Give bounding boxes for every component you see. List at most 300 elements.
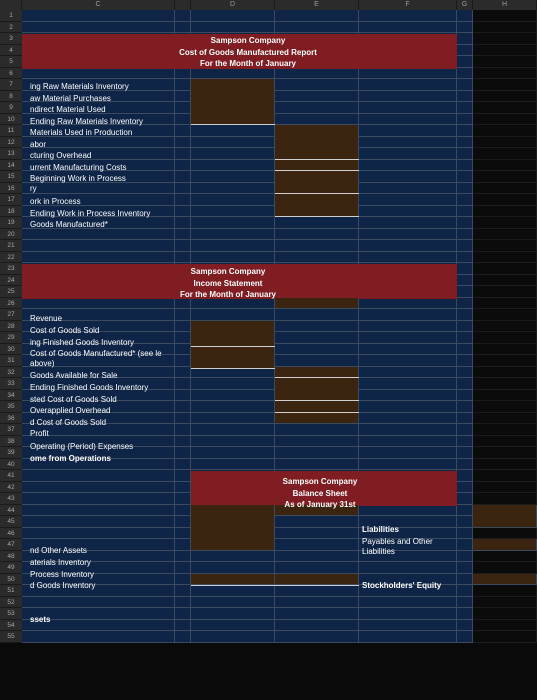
cell[interactable]	[473, 114, 537, 126]
cell[interactable]	[22, 505, 175, 517]
cell[interactable]	[457, 240, 473, 252]
cell[interactable]	[175, 114, 191, 126]
cell[interactable]	[275, 22, 359, 34]
cell[interactable]	[473, 424, 537, 436]
cell[interactable]	[457, 10, 473, 22]
row-header[interactable]: 26	[0, 298, 22, 310]
cell[interactable]	[359, 206, 457, 218]
cell[interactable]	[359, 378, 457, 390]
cell[interactable]	[359, 125, 457, 137]
cell[interactable]	[175, 79, 191, 91]
cell[interactable]	[457, 332, 473, 344]
cell[interactable]	[175, 125, 191, 137]
cell[interactable]	[473, 275, 537, 287]
row-header[interactable]: 27	[0, 309, 22, 321]
cell[interactable]	[457, 401, 473, 413]
cell[interactable]	[175, 344, 191, 356]
cell[interactable]	[457, 286, 473, 298]
cell[interactable]	[22, 631, 175, 643]
cell[interactable]	[457, 56, 473, 68]
input-cell[interactable]	[473, 505, 537, 528]
cell[interactable]	[473, 470, 537, 482]
cell[interactable]	[191, 194, 275, 206]
cell[interactable]	[359, 309, 457, 321]
row-header[interactable]: 7	[0, 79, 22, 91]
cell[interactable]	[457, 114, 473, 126]
cell[interactable]	[175, 252, 191, 264]
input-cell[interactable]	[473, 574, 537, 586]
row-header[interactable]: 25	[0, 286, 22, 298]
cell[interactable]	[359, 79, 457, 91]
cell[interactable]	[473, 22, 537, 34]
row-header[interactable]: 45	[0, 516, 22, 528]
cell[interactable]	[275, 344, 359, 356]
cell[interactable]	[275, 240, 359, 252]
cell[interactable]	[457, 378, 473, 390]
cell[interactable]	[359, 424, 457, 436]
row-header[interactable]: 43	[0, 493, 22, 505]
cell[interactable]	[275, 620, 359, 632]
cell[interactable]	[275, 528, 359, 540]
cell[interactable]	[473, 309, 537, 321]
cell[interactable]	[175, 321, 191, 333]
cell[interactable]	[473, 252, 537, 264]
cell[interactable]	[457, 413, 473, 425]
cell[interactable]	[191, 148, 275, 160]
cell[interactable]	[457, 275, 473, 287]
cell[interactable]	[359, 390, 457, 402]
row-header[interactable]: 1	[0, 10, 22, 22]
cell[interactable]	[175, 102, 191, 114]
cell[interactable]	[473, 620, 537, 632]
input-cell[interactable]	[275, 574, 359, 586]
cell[interactable]	[191, 447, 275, 459]
row-header[interactable]: 22	[0, 252, 22, 264]
cell[interactable]	[473, 45, 537, 57]
cell[interactable]	[175, 631, 191, 643]
cell[interactable]	[175, 148, 191, 160]
cell[interactable]	[191, 217, 275, 229]
cell[interactable]	[175, 309, 191, 321]
row-header[interactable]: 50	[0, 574, 22, 586]
cell[interactable]	[457, 252, 473, 264]
cell[interactable]	[473, 493, 537, 505]
cell[interactable]	[191, 22, 275, 34]
row-header[interactable]: 13	[0, 148, 22, 160]
cell[interactable]	[359, 91, 457, 103]
cell[interactable]	[359, 332, 457, 344]
cell[interactable]	[457, 148, 473, 160]
cell[interactable]	[175, 562, 191, 574]
row-header[interactable]: 14	[0, 160, 22, 172]
cell[interactable]	[175, 459, 191, 471]
cell[interactable]	[457, 344, 473, 356]
cell[interactable]	[473, 10, 537, 22]
cell[interactable]	[457, 79, 473, 91]
row-header[interactable]: 18	[0, 206, 22, 218]
row-header[interactable]: 36	[0, 413, 22, 425]
cell[interactable]	[191, 585, 275, 597]
row-header[interactable]: 31	[0, 355, 22, 367]
cell[interactable]	[191, 620, 275, 632]
cell[interactable]	[473, 183, 537, 195]
cell[interactable]	[359, 183, 457, 195]
cell[interactable]	[473, 459, 537, 471]
cell[interactable]	[175, 217, 191, 229]
cell[interactable]	[191, 401, 275, 413]
cell[interactable]	[22, 10, 175, 22]
cell[interactable]	[191, 413, 275, 425]
cell[interactable]	[473, 229, 537, 241]
cell[interactable]	[457, 309, 473, 321]
cell[interactable]	[359, 10, 457, 22]
cell[interactable]	[191, 597, 275, 609]
row-header[interactable]: 23	[0, 263, 22, 275]
cell[interactable]	[175, 194, 191, 206]
cell[interactable]	[175, 206, 191, 218]
cell[interactable]	[473, 401, 537, 413]
row-header[interactable]: 33	[0, 378, 22, 390]
input-cell[interactable]	[191, 574, 275, 586]
row-header[interactable]: 10	[0, 114, 22, 126]
cell[interactable]	[191, 551, 275, 563]
row-header[interactable]: 11	[0, 125, 22, 137]
cell[interactable]	[457, 102, 473, 114]
cell[interactable]	[473, 171, 537, 183]
cell[interactable]	[359, 22, 457, 34]
cell[interactable]	[473, 332, 537, 344]
cell[interactable]	[457, 22, 473, 34]
cell[interactable]	[175, 229, 191, 241]
input-cell[interactable]	[473, 539, 537, 551]
cell[interactable]	[275, 79, 359, 91]
cell[interactable]	[175, 367, 191, 379]
cell[interactable]	[457, 125, 473, 137]
cell[interactable]	[457, 608, 473, 620]
cell[interactable]	[22, 22, 175, 34]
column-header[interactable]: E	[275, 0, 359, 10]
cell[interactable]	[359, 459, 457, 471]
cell[interactable]	[275, 608, 359, 620]
cell[interactable]	[175, 390, 191, 402]
cell[interactable]	[175, 447, 191, 459]
row-header[interactable]: 8	[0, 91, 22, 103]
cell[interactable]	[473, 597, 537, 609]
cell[interactable]	[457, 68, 473, 80]
cell[interactable]	[175, 608, 191, 620]
cell[interactable]	[359, 321, 457, 333]
cell[interactable]	[359, 171, 457, 183]
cell[interactable]	[473, 194, 537, 206]
column-header[interactable]: F	[359, 0, 457, 10]
row-header[interactable]: 32	[0, 367, 22, 379]
cell[interactable]	[473, 482, 537, 494]
cell[interactable]	[457, 447, 473, 459]
cell[interactable]	[473, 79, 537, 91]
cell[interactable]	[175, 91, 191, 103]
column-header[interactable]: H	[473, 0, 537, 10]
cell[interactable]	[457, 459, 473, 471]
cell[interactable]	[473, 528, 537, 540]
row-header[interactable]: 12	[0, 137, 22, 149]
cell[interactable]	[191, 252, 275, 264]
row-header[interactable]: 47	[0, 539, 22, 551]
cell[interactable]	[457, 321, 473, 333]
input-cell[interactable]	[275, 125, 359, 217]
cell[interactable]	[359, 252, 457, 264]
cell[interactable]	[457, 355, 473, 367]
cell[interactable]	[175, 183, 191, 195]
cell[interactable]	[22, 240, 175, 252]
cell[interactable]	[275, 355, 359, 367]
cell[interactable]	[457, 171, 473, 183]
cell[interactable]	[191, 631, 275, 643]
input-cell[interactable]	[191, 79, 275, 125]
cell[interactable]	[191, 229, 275, 241]
cell[interactable]	[359, 631, 457, 643]
cell[interactable]	[359, 620, 457, 632]
cell[interactable]	[191, 608, 275, 620]
cell[interactable]	[175, 22, 191, 34]
cell[interactable]	[473, 413, 537, 425]
cell[interactable]	[22, 493, 175, 505]
cell[interactable]	[22, 470, 175, 482]
cell[interactable]	[191, 183, 275, 195]
cell[interactable]	[191, 378, 275, 390]
cell[interactable]	[275, 10, 359, 22]
row-header[interactable]: 29	[0, 332, 22, 344]
cell[interactable]	[473, 206, 537, 218]
row-header[interactable]: 49	[0, 562, 22, 574]
cell[interactable]	[473, 33, 537, 45]
cell[interactable]	[473, 160, 537, 172]
cell[interactable]	[359, 436, 457, 448]
column-header[interactable]	[175, 0, 191, 10]
cell[interactable]	[473, 321, 537, 333]
row-header[interactable]: 15	[0, 171, 22, 183]
input-cell[interactable]	[191, 321, 275, 369]
input-cell[interactable]	[191, 505, 275, 551]
cell[interactable]	[473, 447, 537, 459]
cell[interactable]	[473, 355, 537, 367]
cell[interactable]	[191, 240, 275, 252]
cell[interactable]	[473, 68, 537, 80]
row-header[interactable]: 19	[0, 217, 22, 229]
cell[interactable]	[473, 125, 537, 137]
cell[interactable]	[275, 229, 359, 241]
cell[interactable]	[359, 102, 457, 114]
cell[interactable]	[473, 436, 537, 448]
cell[interactable]	[175, 240, 191, 252]
row-header[interactable]: 21	[0, 240, 22, 252]
cell[interactable]	[191, 390, 275, 402]
row-header[interactable]: 16	[0, 183, 22, 195]
cell[interactable]	[175, 516, 191, 528]
cell[interactable]	[175, 332, 191, 344]
row-header[interactable]: 6	[0, 68, 22, 80]
cell[interactable]	[191, 10, 275, 22]
cell[interactable]	[191, 309, 275, 321]
cell[interactable]	[275, 459, 359, 471]
column-header[interactable]	[0, 0, 22, 10]
row-header[interactable]: 28	[0, 321, 22, 333]
cell[interactable]	[191, 459, 275, 471]
cell[interactable]	[473, 137, 537, 149]
row-header[interactable]: 44	[0, 505, 22, 517]
cell[interactable]	[457, 91, 473, 103]
cell[interactable]	[473, 608, 537, 620]
cell[interactable]	[191, 160, 275, 172]
column-header[interactable]: C	[22, 0, 175, 10]
row-header[interactable]: 17	[0, 194, 22, 206]
cell[interactable]	[457, 206, 473, 218]
cell[interactable]	[175, 585, 191, 597]
cell[interactable]	[275, 424, 359, 436]
row-header[interactable]: 55	[0, 631, 22, 643]
cell[interactable]	[473, 263, 537, 275]
cell[interactable]	[22, 252, 175, 264]
cell[interactable]	[359, 597, 457, 609]
cell[interactable]	[473, 551, 537, 563]
cell[interactable]	[473, 631, 537, 643]
cell[interactable]	[275, 516, 359, 528]
cell[interactable]	[175, 528, 191, 540]
cell[interactable]	[457, 367, 473, 379]
cell[interactable]	[22, 482, 175, 494]
cell[interactable]	[473, 298, 537, 310]
cell[interactable]	[175, 539, 191, 551]
row-header[interactable]: 24	[0, 275, 22, 287]
row-header[interactable]: 54	[0, 620, 22, 632]
row-header[interactable]: 30	[0, 344, 22, 356]
row-header[interactable]: 38	[0, 436, 22, 448]
row-header[interactable]: 53	[0, 608, 22, 620]
cell[interactable]	[457, 620, 473, 632]
cell[interactable]	[473, 378, 537, 390]
cell[interactable]	[275, 217, 359, 229]
cell[interactable]	[275, 585, 359, 597]
row-header[interactable]: 51	[0, 585, 22, 597]
cell[interactable]	[473, 367, 537, 379]
cell[interactable]	[457, 137, 473, 149]
cell[interactable]	[457, 562, 473, 574]
cell[interactable]	[275, 562, 359, 574]
cell[interactable]	[457, 33, 473, 45]
cell[interactable]	[473, 240, 537, 252]
column-header[interactable]: G	[457, 0, 473, 10]
cell[interactable]	[275, 114, 359, 126]
cell[interactable]	[175, 551, 191, 563]
cell[interactable]	[473, 217, 537, 229]
cell[interactable]	[457, 183, 473, 195]
cell[interactable]	[473, 286, 537, 298]
cell[interactable]	[359, 562, 457, 574]
row-header[interactable]: 2	[0, 22, 22, 34]
cell[interactable]	[191, 424, 275, 436]
cell[interactable]	[191, 125, 275, 137]
cell[interactable]	[191, 206, 275, 218]
cell[interactable]	[359, 194, 457, 206]
cell[interactable]	[457, 229, 473, 241]
cell[interactable]	[175, 597, 191, 609]
cell[interactable]	[175, 355, 191, 367]
cell[interactable]	[275, 91, 359, 103]
row-header[interactable]: 9	[0, 102, 22, 114]
cell[interactable]	[457, 424, 473, 436]
cell[interactable]	[175, 436, 191, 448]
cell[interactable]	[191, 137, 275, 149]
cell[interactable]	[175, 620, 191, 632]
cell[interactable]	[457, 194, 473, 206]
cell[interactable]	[359, 447, 457, 459]
cell[interactable]	[359, 608, 457, 620]
cell[interactable]	[473, 102, 537, 114]
cell[interactable]	[191, 436, 275, 448]
cell[interactable]	[359, 240, 457, 252]
cell[interactable]	[359, 160, 457, 172]
row-header[interactable]: 5	[0, 56, 22, 68]
cell[interactable]	[275, 631, 359, 643]
cell[interactable]	[359, 367, 457, 379]
cell[interactable]	[275, 436, 359, 448]
cell[interactable]	[473, 562, 537, 574]
cell[interactable]	[473, 585, 537, 597]
cell[interactable]	[275, 447, 359, 459]
cell[interactable]	[175, 413, 191, 425]
row-header[interactable]: 37	[0, 424, 22, 436]
row-header[interactable]: 48	[0, 551, 22, 563]
cell[interactable]	[359, 355, 457, 367]
cell[interactable]	[175, 160, 191, 172]
row-header[interactable]: 40	[0, 459, 22, 471]
cell[interactable]	[457, 160, 473, 172]
cell[interactable]	[359, 344, 457, 356]
cell[interactable]	[359, 401, 457, 413]
row-header[interactable]: 35	[0, 401, 22, 413]
row-header[interactable]: 52	[0, 597, 22, 609]
cell[interactable]	[275, 597, 359, 609]
cell[interactable]	[457, 45, 473, 57]
cell[interactable]	[473, 344, 537, 356]
cell[interactable]	[359, 229, 457, 241]
cell[interactable]	[473, 148, 537, 160]
cell[interactable]	[22, 516, 175, 528]
cell[interactable]	[457, 298, 473, 310]
cell[interactable]	[175, 574, 191, 586]
cell[interactable]	[457, 631, 473, 643]
cell[interactable]	[175, 171, 191, 183]
cell[interactable]	[275, 309, 359, 321]
cell[interactable]	[191, 562, 275, 574]
cell[interactable]	[457, 263, 473, 275]
cell[interactable]	[275, 332, 359, 344]
row-header[interactable]: 41	[0, 470, 22, 482]
cell[interactable]	[473, 56, 537, 68]
cell[interactable]	[175, 424, 191, 436]
cell[interactable]	[457, 217, 473, 229]
row-header[interactable]: 34	[0, 390, 22, 402]
cell[interactable]	[457, 436, 473, 448]
row-header[interactable]: 3	[0, 33, 22, 45]
cell[interactable]	[359, 217, 457, 229]
cell[interactable]	[22, 528, 175, 540]
cell[interactable]	[359, 137, 457, 149]
cell[interactable]	[457, 390, 473, 402]
cell[interactable]	[275, 321, 359, 333]
cell[interactable]	[473, 91, 537, 103]
cell[interactable]	[473, 390, 537, 402]
row-header[interactable]: 4	[0, 45, 22, 57]
